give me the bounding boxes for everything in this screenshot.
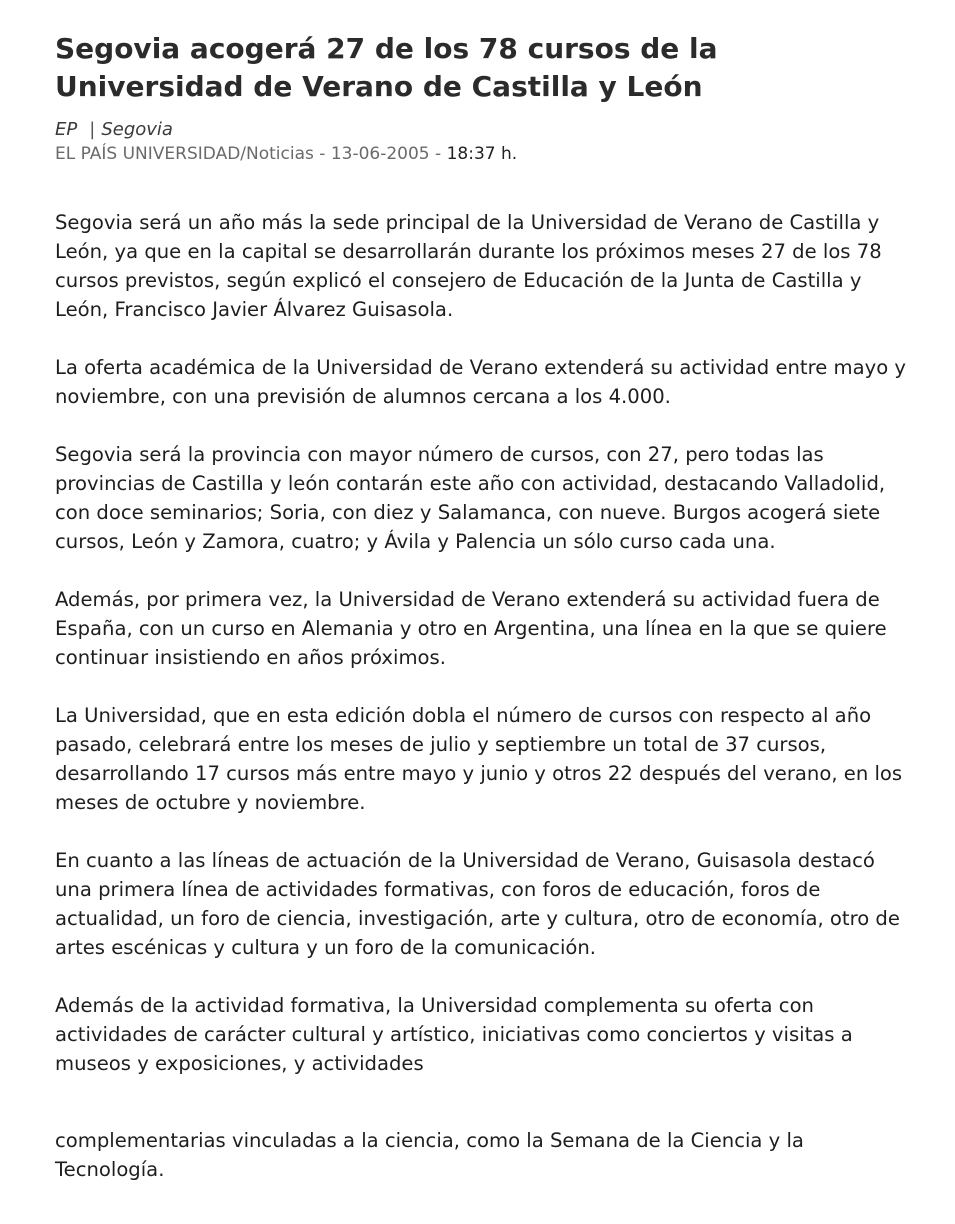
paragraph: complementarias vinculadas a la ciencia, como la Semana de la Ciencia y la Tecnología. (55, 1129, 804, 1181)
byline (55, 118, 915, 142)
publish-date: 13-06-2005 (330, 144, 430, 164)
publish-time: 18:37 h. (446, 144, 518, 164)
paragraph: La oferta académica de la Universidad de Verano extenderá su actividad entre mayo y noviembre, con una previsión de alumnos cercana a los 4.000. (55, 356, 907, 408)
dateline: EL PAÍS UNIVERSIDAD/Noticias - 13-06-2005 - 18:37 h. (55, 144, 518, 164)
paragraph: Segovia será la provincia con mayor número de cursos, con 27, pero todas las provincias de Castilla y león contarán este año con actividad, destacando Valladolid, con doce seminarios; Soria, con diez y Salamanca, con nueve. Burgos acogerá siete cursos, León y Zamora, cuatro; y Ávila y Palencia un sólo curso cada una. (55, 443, 886, 553)
paragraph: En cuanto a las líneas de actuación de la Universidad de Verano, Guisasola destacó una primera línea de actividades formativas, con foros de educación, foros de actualidad, un foro de ciencia, investigación, arte y cultura, otro de economía, otro de artes escénicas y cultura y un foro de la comunicación. (55, 849, 900, 959)
paragraph: Segovia será un año más la sede principal de la Universidad de Verano de Castilla y León, ya que en la capital se desarrollarán durante los próximos meses 27 de los 78 cursos previstos, según explicó el consejero de Educación de la Junta de Castilla y León, Francisco Javier Álvarez Guisasola. (55, 211, 882, 321)
paragraph: Además de la actividad formativa, la Universidad complementa su oferta con actividades de carácter cultural y artístico, iniciativas como conciertos y visitas a museos y exposiciones, y actividades (55, 994, 853, 1075)
agency: EP (55, 119, 78, 140)
headline: Segovia acogerá 27 de los 78 cursos de la Universidad de Verano de Castilla y León (55, 32, 718, 103)
paragraph: Además, por primera vez, la Universidad de Verano extenderá su actividad fuera de España, con un curso en Alemania y otro en Argentina, una línea en la que se quiere continuar insistiendo en años próximos. (55, 588, 887, 669)
source-section: EL PAÍS UNIVERSIDAD/Noticias (55, 144, 314, 164)
byline-separator: | (89, 119, 96, 140)
location: Segovia (101, 119, 173, 140)
paragraph: La Universidad, que en esta edición dobla el número de cursos con respecto al año pasado, celebrará entre los meses de julio y septiembre un total de 37 cursos, desarrollando 17 cursos más entre mayo y junio y otros 22 después del verano, en los meses de octubre y noviembre. (55, 704, 903, 814)
article-body (55, 208, 915, 1184)
